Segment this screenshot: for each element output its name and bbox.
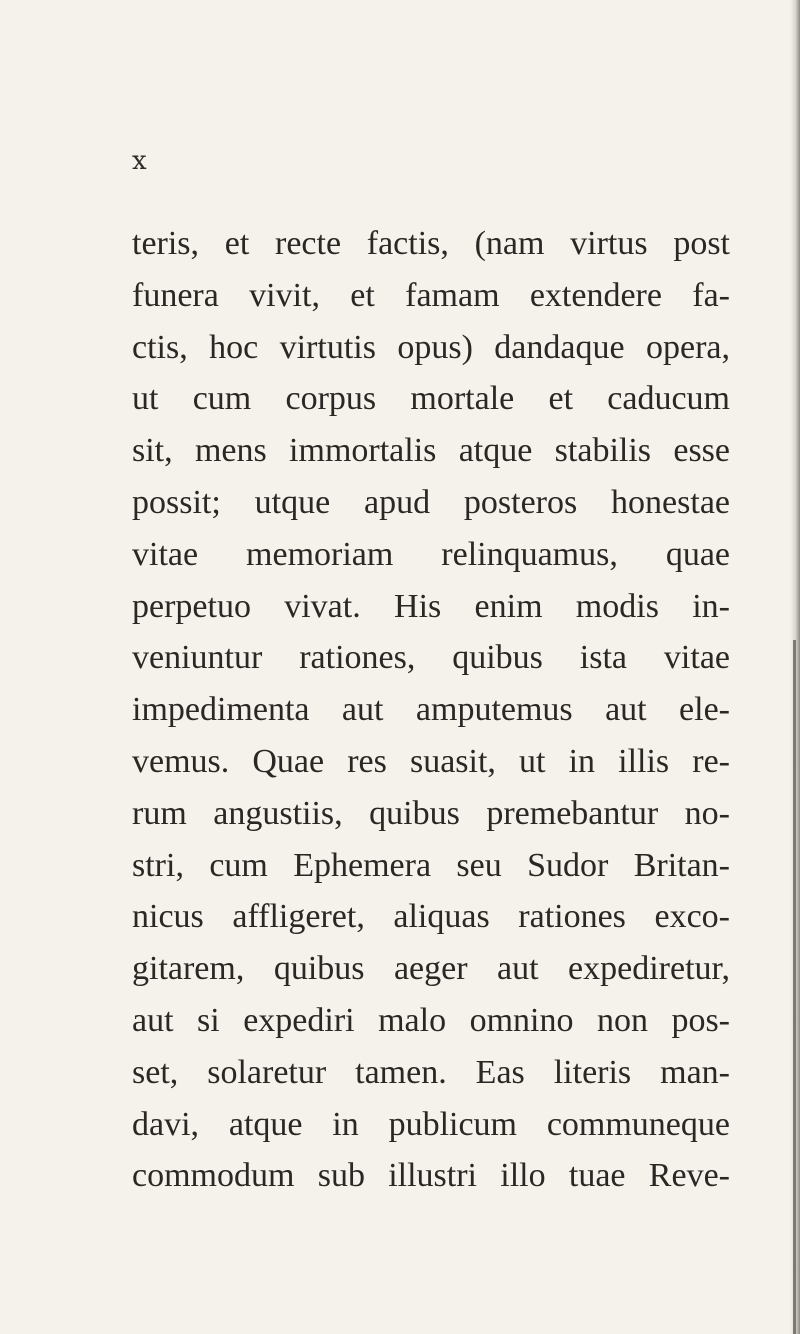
text-line-9: veniuntur rationes, quibus ista vitae: [132, 639, 730, 677]
text-line-11: vemus. Quae res suasit, ut in illis re-: [132, 742, 730, 780]
text-line-3: ctis, hoc virtutis opus) dandaque opera,: [132, 328, 730, 366]
page-edge-line: [793, 640, 796, 1334]
text-line-18: davi, atque in publicum communeque: [132, 1105, 730, 1143]
text-line-14: nicus affligeret, aliquas rationes exco-: [132, 898, 730, 936]
text-line-7: vitae memoriam relinquamus, quae: [132, 535, 730, 573]
text-line-10: impedimenta aut amputemus aut ele-: [132, 691, 730, 729]
text-line-5: sit, mens immortalis atque stabilis esse: [132, 432, 730, 470]
text-line-19: commodum sub illustri illo tuae Reve-: [132, 1157, 730, 1195]
text-line-13: stri, cum Ephemera seu Sudor Britan-: [132, 846, 730, 884]
text-line-6: possit; utque apud posteros honestae: [132, 483, 730, 521]
text-line-17: set, solaretur tamen. Eas literis man-: [132, 1053, 730, 1091]
text-line-15: gitarem, quibus aeger aut expediretur,: [132, 950, 730, 988]
text-line-8: perpetuo vivat. His enim modis in-: [132, 587, 730, 625]
page-folio: x: [132, 146, 148, 176]
body-text: [132, 218, 730, 1202]
text-line-1: teris, et recte factis, (nam virtus post: [132, 225, 730, 262]
text-line-4: ut cum corpus mortale et caducum: [132, 380, 730, 418]
text-line-12: rum angustiis, quibus premebantur no-: [132, 794, 730, 832]
text-line-16: aut si expediri malo omnino non pos-: [132, 1001, 730, 1039]
text-line-2: funera vivit, et famam extendere fa-: [132, 276, 730, 314]
